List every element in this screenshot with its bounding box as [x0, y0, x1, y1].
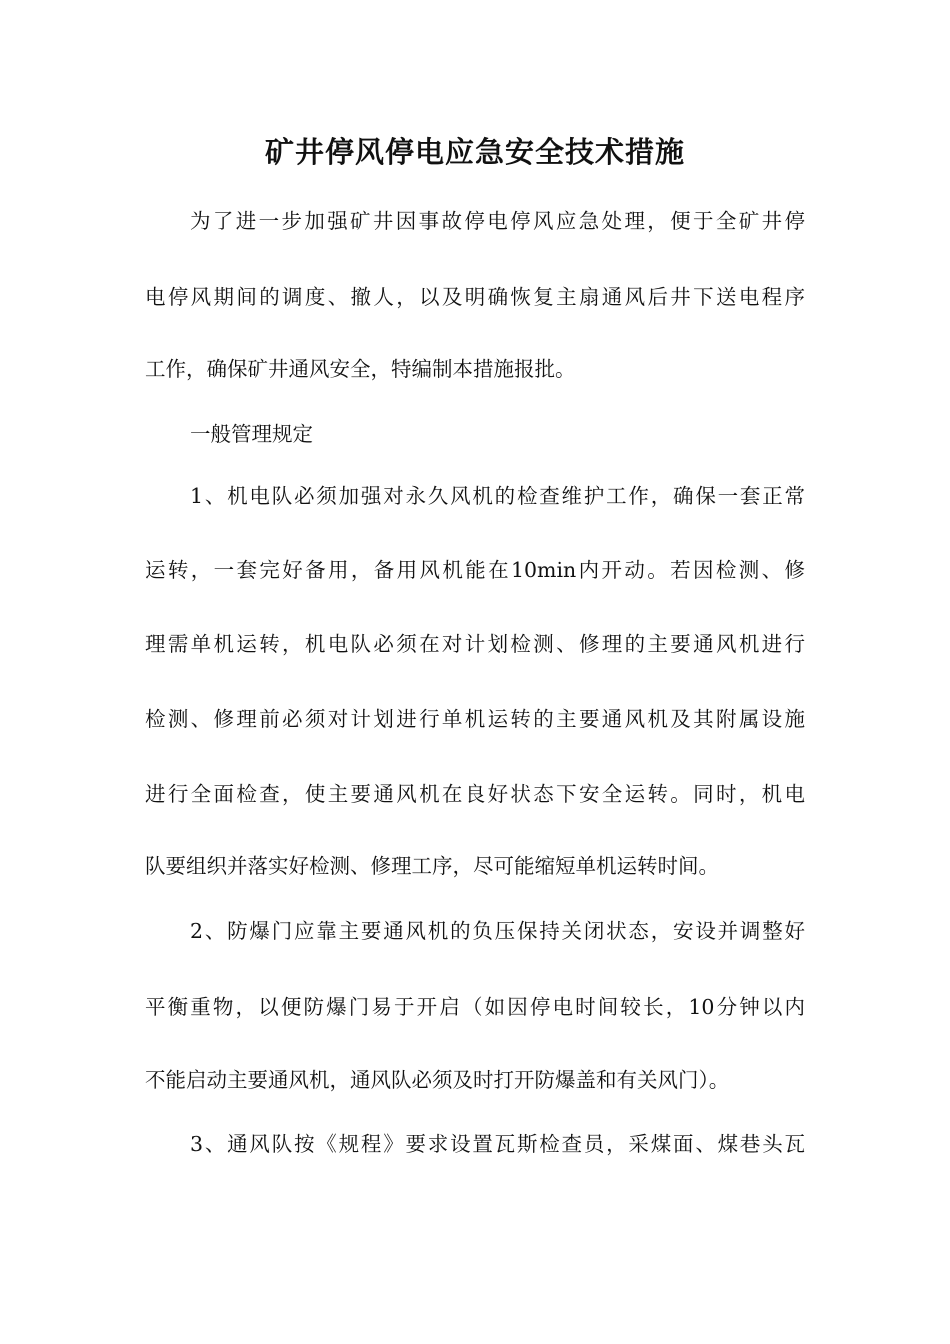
paragraph-line: 进行全面检查，使主要通风机在良好状态下安全运转。同时，机电 — [145, 782, 805, 806]
paragraph-line: 不能启动主要通风机，通风队必须及时打开防爆盖和有关风门）。 — [145, 1068, 730, 1092]
paragraph-line: 3、通风队按《规程》要求设置瓦斯检查员，采煤面、煤巷头瓦 — [190, 1132, 805, 1156]
paragraph-line: 2、防爆门应靠主要通风机的负压保持关闭状态，安设并调整好 — [190, 919, 805, 943]
paragraph-line: 理需单机运转，机电队必须在对计划检测、修理的主要通风机进行 — [145, 632, 805, 656]
section-heading: 一般管理规定 — [190, 422, 313, 446]
paragraph-line: 工作，确保矿井通风安全，特编制本措施报批。 — [145, 357, 576, 381]
document-title: 矿井停风停电应急安全技术措施 — [264, 135, 685, 169]
paragraph-line: 队要组织并落实好检测、修理工序，尽可能缩短单机运转时间。 — [145, 854, 719, 878]
paragraph-line: 为了进一步加强矿井因事故停电停风应急处理，便于全矿井停 — [190, 209, 805, 233]
paragraph-line: 检测、修理前必须对计划进行单机运转的主要通风机及其附属设施 — [145, 707, 805, 731]
paragraph-line: 平衡重物，以便防爆门易于开启（如因停电时间较长，10分钟以内 — [145, 995, 805, 1019]
paragraph-line: 运转，一套完好备用，备用风机能在10min内开动。若因检测、修 — [145, 558, 805, 582]
paragraph-line: 1、机电队必须加强对永久风机的检查维护工作，确保一套正常 — [190, 484, 805, 508]
paragraph-line: 电停风期间的调度、撤人，以及明确恢复主扇通风后井下送电程序 — [145, 285, 805, 309]
